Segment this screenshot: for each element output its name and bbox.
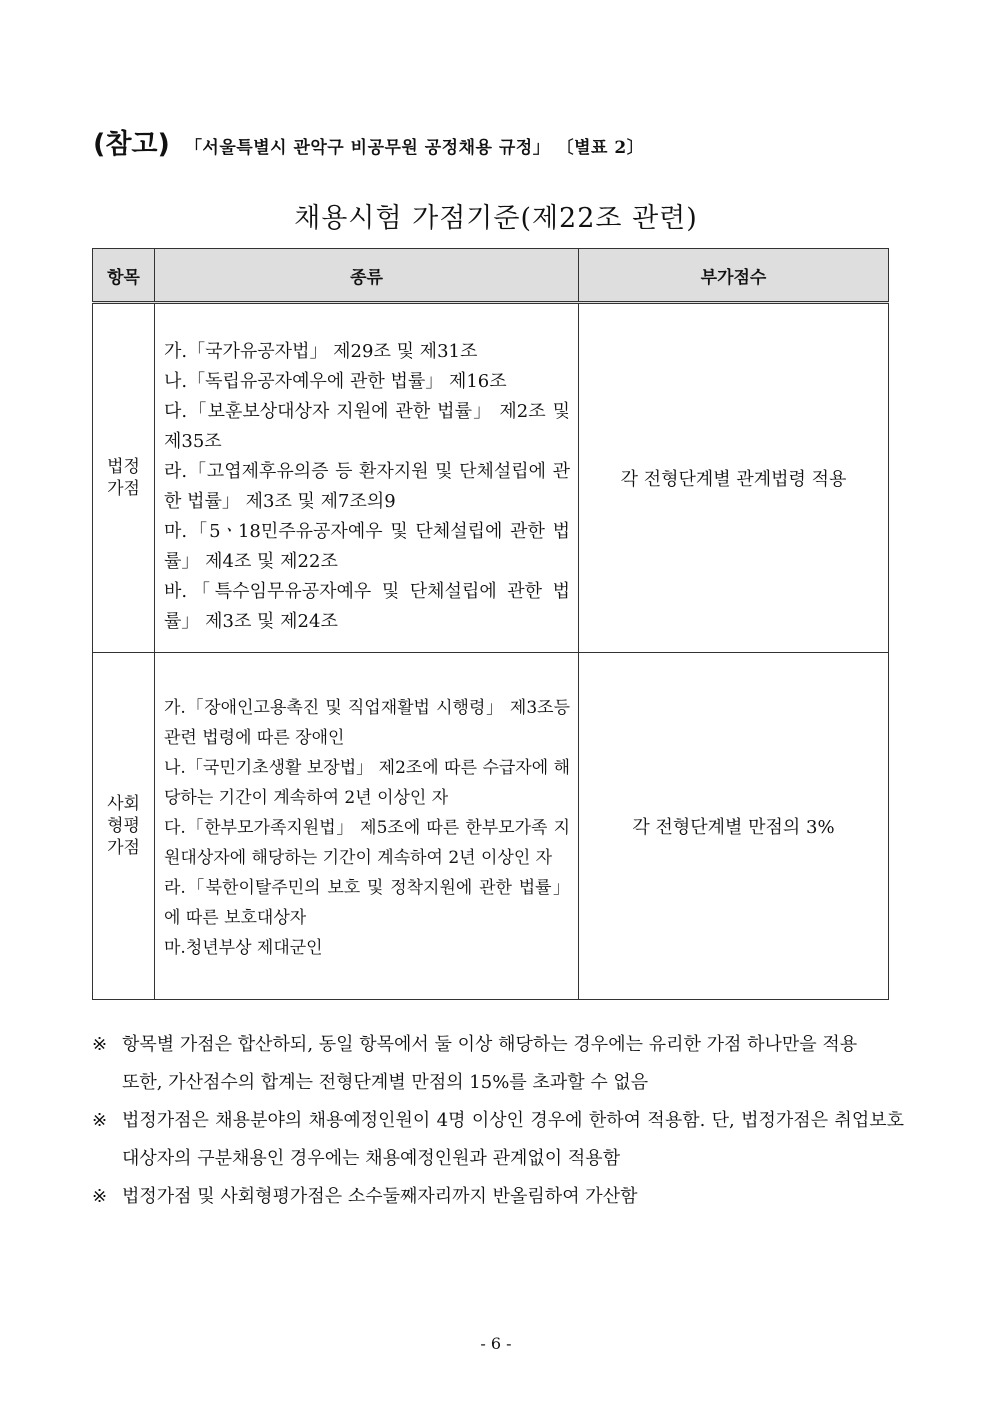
page-number: - 6 -	[480, 1334, 512, 1353]
note-item	[92, 1178, 904, 1216]
table-row	[93, 303, 889, 653]
list-item: 라.「고엽제후유의증 등 환자지원 및 단체설립에 관한 법률」 제3조 및 제7조의9	[164, 461, 570, 512]
note-item	[92, 1064, 904, 1102]
category-line: 가점	[107, 838, 140, 858]
category-cell	[93, 303, 155, 653]
kind-cell	[155, 303, 579, 653]
note-mark: ※	[92, 1034, 108, 1055]
header-category: 항목	[93, 249, 155, 303]
list-item: 나.「국민기초생활 보장법」 제2조에 따른 수급자에 해당하는 기간이 계속하여 2년 이상인 자	[164, 758, 570, 808]
reference-line	[93, 122, 644, 161]
list-item: 마.청년부상 제대군인	[164, 938, 323, 958]
note-text: 항목별 가점은 합산하되, 동일 항목에서 둘 이상 해당하는 경우에는 유리한 가점 하나만을 적용	[122, 1034, 858, 1055]
list-item: 가.「장애인고용촉진 및 직업재활법 시행령」 제3조등 관련 법령에 따른 장애인	[164, 698, 570, 748]
note-item	[92, 1102, 904, 1178]
kind-cell	[155, 653, 579, 1000]
note-item	[92, 1026, 904, 1064]
list-item: 나.「독립유공자예우에 관한 법률」 제16조	[164, 371, 507, 392]
header-kind: 종류	[155, 249, 579, 303]
note-text: 법정가점은 채용분야의 채용예정인원이 4명 이상인 경우에 한하여 적용함. 단, 법정가점은 취업보호대상자의 구분채용인 경우에는 채용예정인원과 관계없이 적용함	[122, 1110, 904, 1169]
list-item: 다.「한부모가족지원법」 제5조에 따른 한부모가족 지원대상자에 해당하는 기간이 계속하여 2년 이상인 자	[164, 818, 570, 868]
reference-label: (참고)	[93, 129, 170, 160]
note-mark: ※	[92, 1110, 108, 1131]
table-header-row	[93, 249, 889, 303]
category-line: 법정	[107, 457, 140, 477]
category-line: 사회	[107, 794, 140, 814]
category-line: 형평	[107, 816, 140, 836]
note-text: 또한, 가산점수의 합계는 전형단계별 만점의 15%를 초과할 수 없음	[122, 1072, 649, 1093]
table-row	[93, 653, 889, 1000]
list-item: 다.「보훈보상대상자 지원에 관한 법률」 제2조 및 제35조	[164, 401, 570, 452]
note-mark: ※	[92, 1186, 108, 1207]
category-line: 가점	[107, 479, 140, 499]
note-text: 법정가점 및 사회형평가점은 소수둘째자리까지 반올림하여 가산함	[122, 1186, 638, 1207]
list-item: 라.「북한이탈주민의 보호 및 정착지원에 관한 법률」 에 따른 보호대상자	[164, 878, 570, 928]
bonus-points-table	[92, 248, 889, 1000]
document-title: 채용시험 가점기준(제22조 관련)	[294, 203, 698, 234]
list-item: 바.「특수임무유공자예우 및 단체설립에 관한 법률」 제3조 및 제24조	[164, 581, 570, 632]
notes-section	[92, 1026, 904, 1216]
score-cell: 각 전형단계별 관계법령 적용	[579, 303, 889, 653]
category-cell	[93, 653, 155, 1000]
header-score: 부가점수	[579, 249, 889, 303]
score-cell: 각 전형단계별 만점의 3%	[579, 653, 889, 1000]
reference-text: 「서울특별시 관악구 비공무원 공정채용 규정」 〔별표 2〕	[184, 138, 645, 158]
list-item: 마.「5ㆍ18민주유공자예우 및 단체설립에 관한 법률」 제4조 및 제22조	[164, 521, 570, 572]
list-item: 가.「국가유공자법」 제29조 및 제31조	[164, 341, 478, 362]
